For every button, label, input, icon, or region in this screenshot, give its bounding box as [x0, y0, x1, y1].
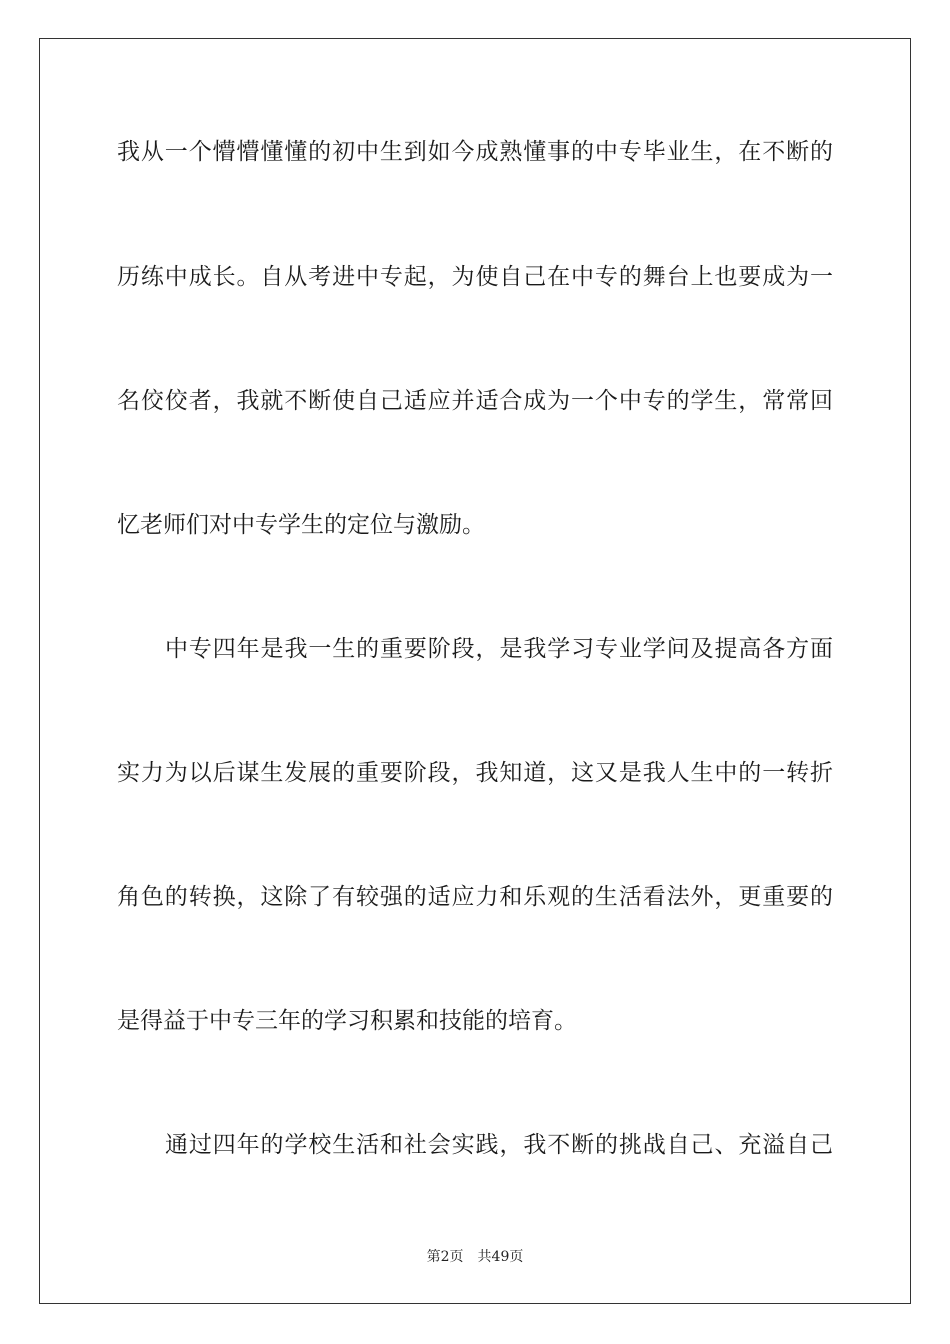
- text-line: 我从一个懵懵懂懂的初中生到如今成熟懂事的中专毕业生，在不断的: [117, 139, 833, 165]
- text-line: 忆老师们对中专学生的定位与激励。: [117, 512, 485, 538]
- page-border: [39, 38, 911, 1304]
- page-footer: [0, 1246, 950, 1266]
- text-line: 角色的转换，这除了有较强的适应力和乐观的生活看法外，更重要的: [117, 884, 833, 910]
- text-line: 中专四年是我一生的重要阶段，是我学习专业学问及提高各方面: [165, 636, 833, 662]
- text-line: 实力为以后谋生发展的重要阶段，我知道，这又是我人生中的一转折: [117, 760, 833, 786]
- text-line: 名佼佼者，我就不断使自己适应并适合成为一个中专的学生，常常回: [117, 388, 833, 414]
- text-line: 通过四年的学校生活和社会实践，我不断的挑战自己、充溢自己: [165, 1132, 833, 1158]
- text-line: 历练中成长。自从考进中专起，为使自己在中专的舞台上也要成为一: [117, 264, 833, 290]
- page-number: 第2页: [426, 1249, 464, 1265]
- page-total: 共49页: [477, 1249, 524, 1265]
- text-line: 是得益于中专三年的学习积累和技能的培育。: [117, 1008, 577, 1034]
